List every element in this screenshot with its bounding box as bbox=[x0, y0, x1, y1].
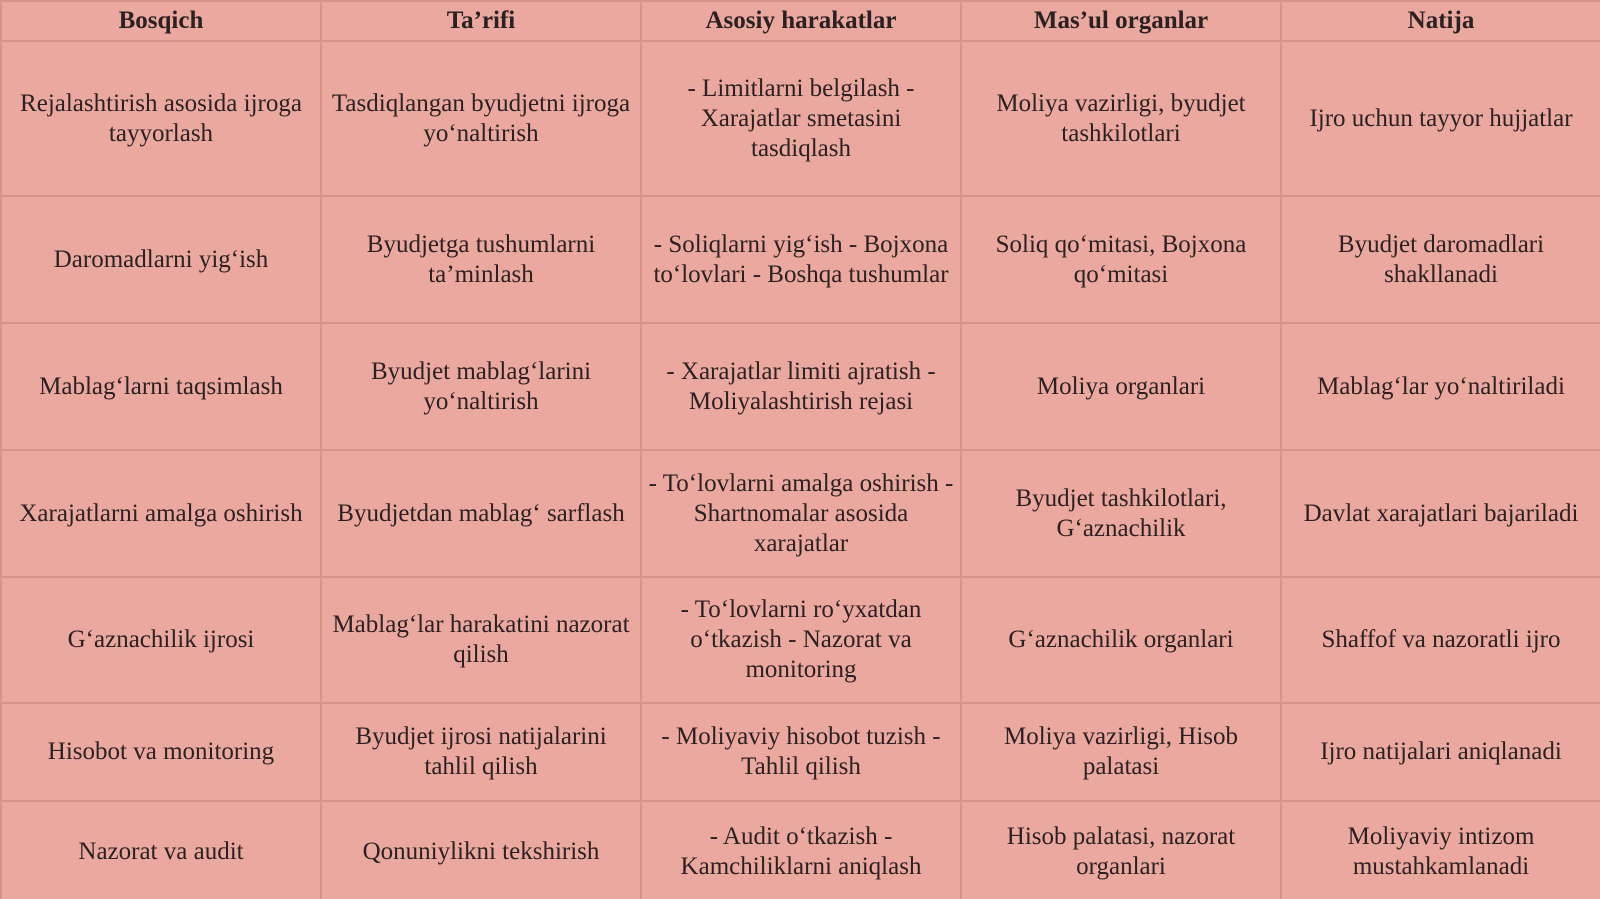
table-row bbox=[1, 703, 1600, 801]
cell-description: Qonuniylikni tekshirish bbox=[321, 801, 641, 899]
cell-main-actions: - Audit o‘tkazish - Kamchiliklarni aniqlash bbox=[641, 801, 961, 899]
header-result: Natija bbox=[1281, 1, 1600, 41]
cell-main-actions: - To‘lovlarni ro‘yxatdan o‘tkazish - Nazorat va monitoring bbox=[641, 577, 961, 703]
cell-responsible-bodies: Byudjet tashkilotlari, G‘aznachilik bbox=[961, 450, 1281, 577]
header-main-actions: Asosiy harakatlar bbox=[641, 1, 961, 41]
cell-stage: Rejalashtirish asosida ijroga tayyorlash bbox=[1, 41, 321, 196]
cell-main-actions: - Moliyaviy hisobot tuzish - Tahlil qilish bbox=[641, 703, 961, 801]
cell-result: Mablag‘lar yo‘naltiriladi bbox=[1281, 323, 1600, 450]
cell-result: Ijro natijalari aniqlanadi bbox=[1281, 703, 1600, 801]
header-responsible-bodies: Mas’ul organlar bbox=[961, 1, 1281, 41]
cell-stage: Daromadlarni yig‘ish bbox=[1, 196, 321, 323]
cell-responsible-bodies: Hisob palatasi, nazorat organlari bbox=[961, 801, 1281, 899]
cell-main-actions: - Soliqlarni yig‘ish - Bojxona to‘lovlari - Boshqa tushumlar bbox=[641, 196, 961, 323]
cell-main-actions: - Limitlarni belgilash - Xarajatlar smetasini tasdiqlash bbox=[641, 41, 961, 196]
cell-description: Byudjet mablag‘larini yo‘naltirish bbox=[321, 323, 641, 450]
header-stage: Bosqich bbox=[1, 1, 321, 41]
table-row bbox=[1, 41, 1600, 196]
cell-responsible-bodies: Soliq qo‘mitasi, Bojxona qo‘mitasi bbox=[961, 196, 1281, 323]
cell-description: Byudjet ijrosi natijalarini tahlil qilish bbox=[321, 703, 641, 801]
cell-stage: Nazorat va audit bbox=[1, 801, 321, 899]
table-row bbox=[1, 450, 1600, 577]
header-description: Ta’rifi bbox=[321, 1, 641, 41]
cell-result: Davlat xarajatlari bajariladi bbox=[1281, 450, 1600, 577]
table-row bbox=[1, 577, 1600, 703]
cell-stage: Hisobot va monitoring bbox=[1, 703, 321, 801]
cell-result: Moliyaviy intizom mustahkamlanadi bbox=[1281, 801, 1600, 899]
cell-responsible-bodies: Moliya organlari bbox=[961, 323, 1281, 450]
cell-stage: Xarajatlarni amalga oshirish bbox=[1, 450, 321, 577]
cell-description: Mablag‘lar harakatini nazorat qilish bbox=[321, 577, 641, 703]
cell-result: Ijro uchun tayyor hujjatlar bbox=[1281, 41, 1600, 196]
cell-responsible-bodies: Moliya vazirligi, byudjet tashkilotlari bbox=[961, 41, 1281, 196]
cell-stage: Mablag‘larni taqsimlash bbox=[1, 323, 321, 450]
table-row bbox=[1, 323, 1600, 450]
table-row bbox=[1, 801, 1600, 899]
cell-responsible-bodies: G‘aznachilik organlari bbox=[961, 577, 1281, 703]
cell-description: Byudjetga tushumlarni ta’minlash bbox=[321, 196, 641, 323]
cell-result: Shaffof va nazoratli ijro bbox=[1281, 577, 1600, 703]
cell-main-actions: - To‘lovlarni amalga oshirish - Shartnomalar asosida xarajatlar bbox=[641, 450, 961, 577]
cell-stage: G‘aznachilik ijrosi bbox=[1, 577, 321, 703]
header-row bbox=[1, 1, 1600, 41]
cell-description: Tasdiqlangan byudjetni ijroga yo‘naltirish bbox=[321, 41, 641, 196]
cell-result: Byudjet daromadlari shakllanadi bbox=[1281, 196, 1600, 323]
cell-description: Byudjetdan mablag‘ sarflash bbox=[321, 450, 641, 577]
table-row bbox=[1, 196, 1600, 323]
cell-responsible-bodies: Moliya vazirligi, Hisob palatasi bbox=[961, 703, 1281, 801]
cell-main-actions: - Xarajatlar limiti ajratish - Moliyalashtirish rejasi bbox=[641, 323, 961, 450]
